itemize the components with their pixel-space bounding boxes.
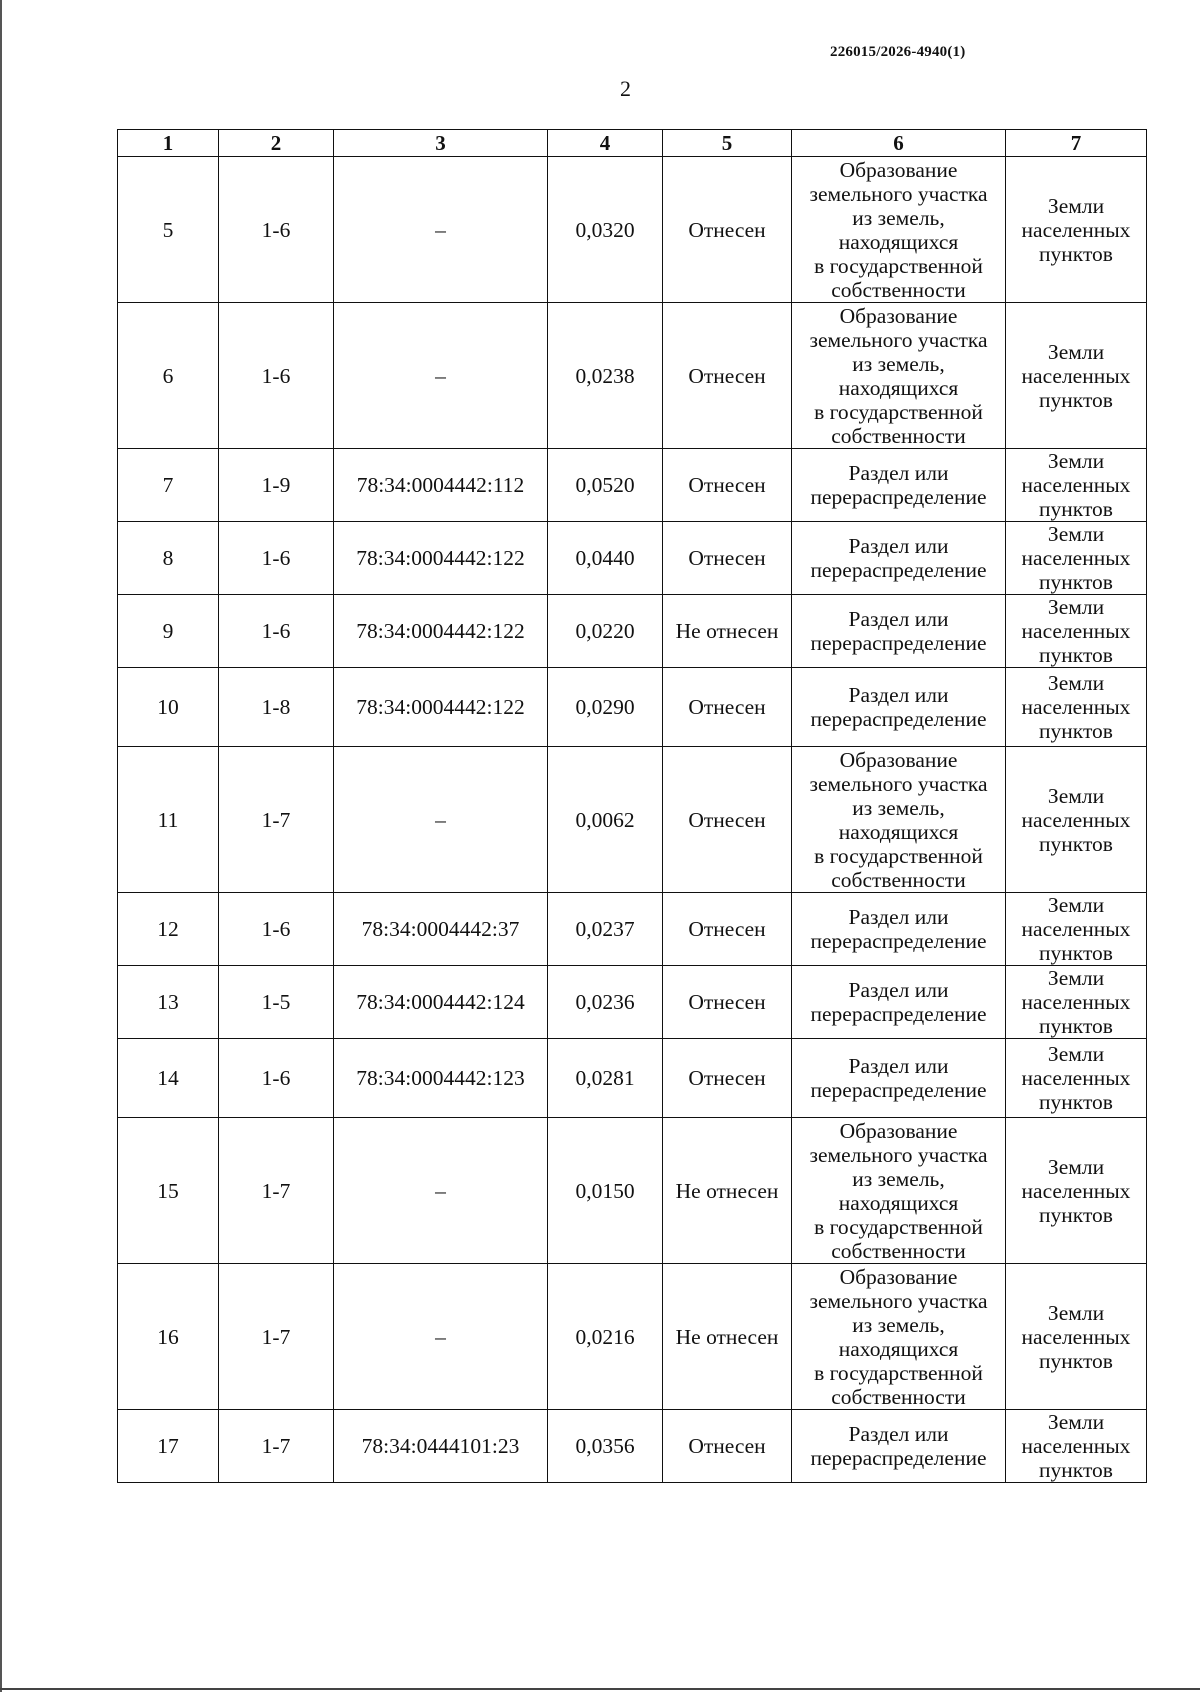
classification-cell: Отнесен xyxy=(663,966,792,1039)
area-cell: 0,0290 xyxy=(548,668,663,747)
land-category-cell xyxy=(1006,966,1147,1039)
formation-method-line: Образование xyxy=(839,303,958,328)
classification-cell: Не отнесен xyxy=(663,595,792,668)
land-category-line: Земли xyxy=(1047,1410,1105,1434)
land-category-line: населенных xyxy=(1021,363,1131,388)
formation-method-line: в государственной xyxy=(814,843,983,868)
formation-method-line: из земель, xyxy=(852,795,945,820)
land-category-line: населенных xyxy=(1021,1434,1131,1458)
land-category-line: населенных xyxy=(1021,546,1131,570)
points-range-cell: 1-6 xyxy=(219,522,334,595)
row-number-cell: 15 xyxy=(118,1118,219,1264)
land-category-line: населенных xyxy=(1021,695,1131,719)
formation-method-line: находящихся xyxy=(838,1190,959,1215)
land-category-line: Земли xyxy=(1047,339,1105,364)
land-category-line: Земли xyxy=(1047,893,1105,917)
row-number-cell: 16 xyxy=(118,1264,219,1410)
formation-method-line: перераспределение xyxy=(810,1446,987,1470)
land-category-line: пунктов xyxy=(1039,570,1113,594)
formation-method-line: перераспределение xyxy=(810,1078,987,1102)
formation-method-cell xyxy=(792,595,1006,668)
row-number-cell: 12 xyxy=(118,893,219,966)
table-row xyxy=(118,157,1147,303)
column-header-2: 2 xyxy=(219,130,334,157)
land-category-line: пунктов xyxy=(1039,1090,1113,1114)
formation-method-line: в государственной xyxy=(814,399,983,424)
cadastral-number-cell: 78:34:0004442:122 xyxy=(334,522,548,595)
row-number-cell: 5 xyxy=(118,157,219,303)
classification-cell: Не отнесен xyxy=(663,1118,792,1264)
formation-method-line: перераспределение xyxy=(810,485,987,509)
formation-method-cell xyxy=(792,747,1006,893)
points-range-cell: 1-6 xyxy=(219,893,334,966)
land-category-cell xyxy=(1006,449,1147,522)
formation-method-line: земельного участка xyxy=(809,181,988,206)
formation-method-line: собственности xyxy=(831,1238,966,1263)
formation-method-line: собственности xyxy=(831,1384,966,1409)
formation-method-line: Образование xyxy=(839,747,958,772)
column-header-4: 4 xyxy=(548,130,663,157)
formation-method-line: перераспределение xyxy=(810,707,987,731)
column-header-1: 1 xyxy=(118,130,219,157)
land-category-line: населенных xyxy=(1021,1324,1131,1349)
classification-cell: Отнесен xyxy=(663,747,792,893)
table-row xyxy=(118,449,1147,522)
land-category-cell xyxy=(1006,747,1147,893)
formation-method-line: в государственной xyxy=(814,1360,983,1385)
land-category-line: пунктов xyxy=(1039,241,1113,266)
table-row xyxy=(118,522,1147,595)
points-range-cell: 1-5 xyxy=(219,966,334,1039)
formation-method-line: находящихся xyxy=(838,375,959,400)
land-plots-table xyxy=(117,129,1147,1483)
formation-method-line: перераспределение xyxy=(810,558,987,582)
cadastral-number-cell: – xyxy=(334,1118,548,1264)
land-category-line: Земли xyxy=(1047,522,1105,546)
formation-method-line: из земель, xyxy=(852,205,945,230)
column-header-7: 7 xyxy=(1006,130,1147,157)
classification-cell: Отнесен xyxy=(663,303,792,449)
column-header-6: 6 xyxy=(792,130,1006,157)
area-cell: 0,0236 xyxy=(548,966,663,1039)
points-range-cell: 1-7 xyxy=(219,1264,334,1410)
row-number-cell: 17 xyxy=(118,1410,219,1483)
land-category-line: Земли xyxy=(1047,783,1105,808)
cadastral-number-cell: – xyxy=(334,1264,548,1410)
formation-method-line: собственности xyxy=(831,867,966,892)
points-range-cell: 1-6 xyxy=(219,157,334,303)
classification-cell: Отнесен xyxy=(663,157,792,303)
table-row xyxy=(118,303,1147,449)
land-category-line: пунктов xyxy=(1039,941,1113,965)
land-category-cell xyxy=(1006,522,1147,595)
formation-method-line: перераспределение xyxy=(810,929,987,953)
land-category-line: населенных xyxy=(1021,217,1131,242)
formation-method-cell xyxy=(792,893,1006,966)
row-number-cell: 8 xyxy=(118,522,219,595)
land-category-line: населенных xyxy=(1021,1066,1131,1090)
formation-method-line: Раздел или xyxy=(848,534,949,558)
area-cell: 0,0320 xyxy=(548,157,663,303)
points-range-cell: 1-8 xyxy=(219,668,334,747)
formation-method-line: находящихся xyxy=(838,819,959,844)
land-category-line: населенных xyxy=(1021,990,1131,1014)
points-range-cell: 1-6 xyxy=(219,1039,334,1118)
cadastral-number-cell: – xyxy=(334,157,548,303)
points-range-cell: 1-7 xyxy=(219,1118,334,1264)
points-range-cell: 1-9 xyxy=(219,449,334,522)
points-range-cell: 1-7 xyxy=(219,747,334,893)
formation-method-line: земельного участка xyxy=(809,327,988,352)
land-category-line: пунктов xyxy=(1039,1014,1113,1038)
formation-method-cell xyxy=(792,1264,1006,1410)
row-number-cell: 7 xyxy=(118,449,219,522)
row-number-cell: 10 xyxy=(118,668,219,747)
formation-method-line: в государственной xyxy=(814,253,983,278)
classification-cell: Отнесен xyxy=(663,522,792,595)
formation-method-cell xyxy=(792,1039,1006,1118)
classification-cell: Отнесен xyxy=(663,668,792,747)
area-cell: 0,0220 xyxy=(548,595,663,668)
points-range-cell: 1-6 xyxy=(219,303,334,449)
land-category-line: населенных xyxy=(1021,619,1131,643)
land-category-line: населенных xyxy=(1021,917,1131,941)
formation-method-cell xyxy=(792,522,1006,595)
row-number-cell: 11 xyxy=(118,747,219,893)
classification-cell: Не отнесен xyxy=(663,1264,792,1410)
formation-method-line: земельного участка xyxy=(809,1288,988,1313)
area-cell: 0,0237 xyxy=(548,893,663,966)
land-category-line: Земли xyxy=(1047,1042,1105,1066)
table-row xyxy=(118,1410,1147,1483)
column-header-5: 5 xyxy=(663,130,792,157)
formation-method-line: из земель, xyxy=(852,1166,945,1191)
cadastral-number-cell: 78:34:0004442:124 xyxy=(334,966,548,1039)
area-cell: 0,0062 xyxy=(548,747,663,893)
row-number-cell: 14 xyxy=(118,1039,219,1118)
table-row xyxy=(118,1118,1147,1264)
formation-method-line: перераспределение xyxy=(810,1002,987,1026)
formation-method-line: находящихся xyxy=(838,229,959,254)
table-row xyxy=(118,747,1147,893)
land-category-line: населенных xyxy=(1021,1178,1131,1203)
formation-method-cell xyxy=(792,303,1006,449)
formation-method-cell xyxy=(792,668,1006,747)
cadastral-number-cell: 78:34:0004442:122 xyxy=(334,595,548,668)
area-cell: 0,0216 xyxy=(548,1264,663,1410)
land-category-cell xyxy=(1006,157,1147,303)
document-id: 226015/2026-4940(1) xyxy=(830,44,966,60)
land-category-cell xyxy=(1006,1264,1147,1410)
page-number: 2 xyxy=(620,76,631,101)
land-category-line: пунктов xyxy=(1039,387,1113,412)
land-category-cell xyxy=(1006,893,1147,966)
formation-method-cell xyxy=(792,449,1006,522)
land-category-line: пунктов xyxy=(1039,1458,1113,1482)
formation-method-cell xyxy=(792,1410,1006,1483)
cadastral-number-cell: 78:34:0004442:122 xyxy=(334,668,548,747)
table-row xyxy=(118,595,1147,668)
area-cell: 0,0150 xyxy=(548,1118,663,1264)
table-body xyxy=(118,157,1147,1483)
formation-method-line: земельного участка xyxy=(809,1142,988,1167)
land-category-cell xyxy=(1006,595,1147,668)
header-row xyxy=(118,130,1147,157)
formation-method-line: из земель, xyxy=(852,1312,945,1337)
table-row xyxy=(118,668,1147,747)
points-range-cell: 1-7 xyxy=(219,1410,334,1483)
formation-method-cell xyxy=(792,966,1006,1039)
formation-method-line: Раздел или xyxy=(848,1422,949,1446)
formation-method-line: находящихся xyxy=(838,1336,959,1361)
land-category-line: Земли xyxy=(1047,193,1105,218)
area-cell: 0,0238 xyxy=(548,303,663,449)
table-row xyxy=(118,966,1147,1039)
formation-method-line: Образование xyxy=(839,1264,958,1289)
area-cell: 0,0356 xyxy=(548,1410,663,1483)
cadastral-number-cell: 78:34:0004442:37 xyxy=(334,893,548,966)
land-category-line: пунктов xyxy=(1039,831,1113,856)
formation-method-cell xyxy=(792,1118,1006,1264)
formation-method-line: Раздел или xyxy=(848,461,949,485)
land-category-cell xyxy=(1006,1410,1147,1483)
scan-bottom-edge xyxy=(0,1688,1200,1690)
cadastral-number-cell: 78:34:0004442:112 xyxy=(334,449,548,522)
formation-method-cell xyxy=(792,157,1006,303)
land-category-line: Земли xyxy=(1047,449,1105,473)
formation-method-line: в государственной xyxy=(814,1214,983,1239)
land-category-line: пунктов xyxy=(1039,643,1113,667)
column-header-3: 3 xyxy=(334,130,548,157)
cadastral-number-cell: 78:34:0004442:123 xyxy=(334,1039,548,1118)
table-row xyxy=(118,1039,1147,1118)
land-category-line: Земли xyxy=(1047,671,1105,695)
row-number-cell: 13 xyxy=(118,966,219,1039)
land-category-line: пунктов xyxy=(1039,719,1113,743)
area-cell: 0,0440 xyxy=(548,522,663,595)
area-cell: 0,0520 xyxy=(548,449,663,522)
classification-cell: Отнесен xyxy=(663,1410,792,1483)
formation-method-line: Образование xyxy=(839,157,958,182)
land-category-line: населенных xyxy=(1021,473,1131,497)
land-category-cell xyxy=(1006,303,1147,449)
formation-method-line: из земель, xyxy=(852,351,945,376)
area-cell: 0,0281 xyxy=(548,1039,663,1118)
land-category-cell xyxy=(1006,1039,1147,1118)
formation-method-line: Раздел или xyxy=(848,683,949,707)
formation-method-line: Образование xyxy=(839,1118,958,1143)
land-category-line: пунктов xyxy=(1039,497,1113,521)
land-category-line: пунктов xyxy=(1039,1348,1113,1373)
land-category-line: Земли xyxy=(1047,595,1105,619)
formation-method-line: собственности xyxy=(831,423,966,448)
formation-method-line: Раздел или xyxy=(848,905,949,929)
row-number-cell: 6 xyxy=(118,303,219,449)
points-range-cell: 1-6 xyxy=(219,595,334,668)
cadastral-number-cell: 78:34:0444101:23 xyxy=(334,1410,548,1483)
formation-method-line: Раздел или xyxy=(848,978,949,1002)
table-row xyxy=(118,1264,1147,1410)
formation-method-line: перераспределение xyxy=(810,631,987,655)
formation-method-line: земельного участка xyxy=(809,771,988,796)
formation-method-line: Раздел или xyxy=(848,1054,949,1078)
land-category-line: Земли xyxy=(1047,966,1105,990)
row-number-cell: 9 xyxy=(118,595,219,668)
land-category-line: Земли xyxy=(1047,1154,1105,1179)
land-category-line: Земли xyxy=(1047,1300,1105,1325)
cadastral-number-cell: – xyxy=(334,747,548,893)
land-category-line: пунктов xyxy=(1039,1202,1113,1227)
scan-left-edge xyxy=(0,0,2,1692)
classification-cell: Отнесен xyxy=(663,1039,792,1118)
land-category-cell xyxy=(1006,668,1147,747)
cadastral-number-cell: – xyxy=(334,303,548,449)
table-row xyxy=(118,893,1147,966)
land-category-line: населенных xyxy=(1021,807,1131,832)
land-category-cell xyxy=(1006,1118,1147,1264)
classification-cell: Отнесен xyxy=(663,893,792,966)
formation-method-line: Раздел или xyxy=(848,607,949,631)
formation-method-line: собственности xyxy=(831,277,966,302)
classification-cell: Отнесен xyxy=(663,449,792,522)
